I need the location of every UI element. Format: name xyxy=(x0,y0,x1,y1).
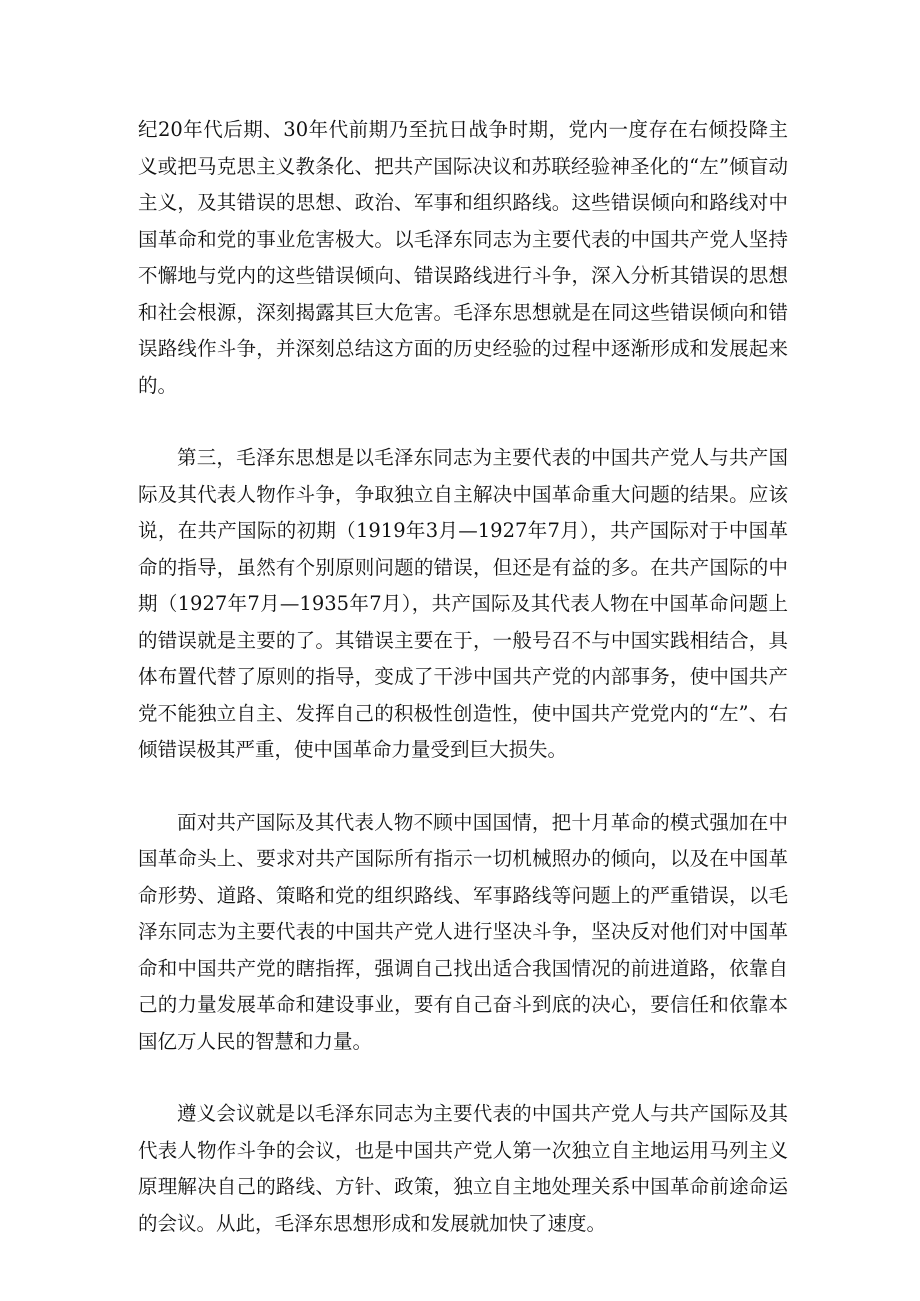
paragraph-continued: 纪20年代后期、30年代前期乃至抗日战争时期，党内一度存在右倾投降主义或把马克思主义教条化、把共产国际决议和苏联经验神圣化的“左”倾盲动主义，及其错误的思想、政治、军事和组织路线。这些错误倾向和路线对中国革命和党的事业危害极大。以毛泽东同志为主要代表的中国共产党人坚持不懈地与党内的这些错误倾向、错误路线进行斗争，深入分析其错误的思想和社会根源，深刻揭露其巨大危害。毛泽东思想就是在同这些错误倾向和错误路线作斗争，并深刻总结这方面的历史经验的过程中逐渐形成和发展起来的。 xyxy=(138,118,788,397)
paragraph-struggle: 面对共产国际及其代表人物不顾中国国情，把十月革命的模式强加在中国革命头上、要求对共产国际所有指示一切机械照办的倾向，以及在中国革命形势、道路、策略和党的组织路线、军事路线等问题上的严重错误，以毛泽东同志为主要代表的中国共产党人进行坚决斗争，坚决反对他们对中国革命和中国共产党的瞎指挥，强调自己找出适合我国情况的前进道路，依靠自己的力量发展革命和建设事业，要有自己奋斗到底的决心，要信任和依靠本国亿万人民的智慧和力量。 xyxy=(138,810,788,1053)
paragraph-gap xyxy=(138,769,788,805)
paragraph-gap xyxy=(138,1060,788,1096)
paragraph-gap xyxy=(138,404,788,440)
paragraph-third-point: 第三，毛泽东思想是以毛泽东同志为主要代表的中国共产党人与共产国际及其代表人物作斗争，争取独立自主解决中国革命重大问题的结果。应该说，在共产国际的初期（1919年3月—1927年7月），共产国际对于中国革命的指导，虽然有个别原则问题的错误，但还是有益的多。在共产国际的中期（1927年7月—1935年7月），共产国际及其代表人物在中国革命问题上的错误就是主要的了。其错误主要在于，一般号召不与中国实践相结合，具体布置代替了原则的指导，变成了干涉中国共产党的内部事务，使中国共产党不能独立自主、发挥自己的积极性创造性，使中国共产党党内的“左”、右倾错误极其严重，使中国革命力量受到巨大损失。 xyxy=(138,446,788,761)
document-page xyxy=(138,112,788,1242)
paragraph-zunyi-meeting: 遵义会议就是以毛泽东同志为主要代表的中国共产党人与共产国际及其代表人物作斗争的会议，也是中国共产党人第一次独立自主地运用马列主义原理解决自己的路线、方针、政策，独立自主地处理关系中国革命前途命运的会议。从此，毛泽东思想形成和发展就加快了速度。 xyxy=(138,1102,788,1235)
